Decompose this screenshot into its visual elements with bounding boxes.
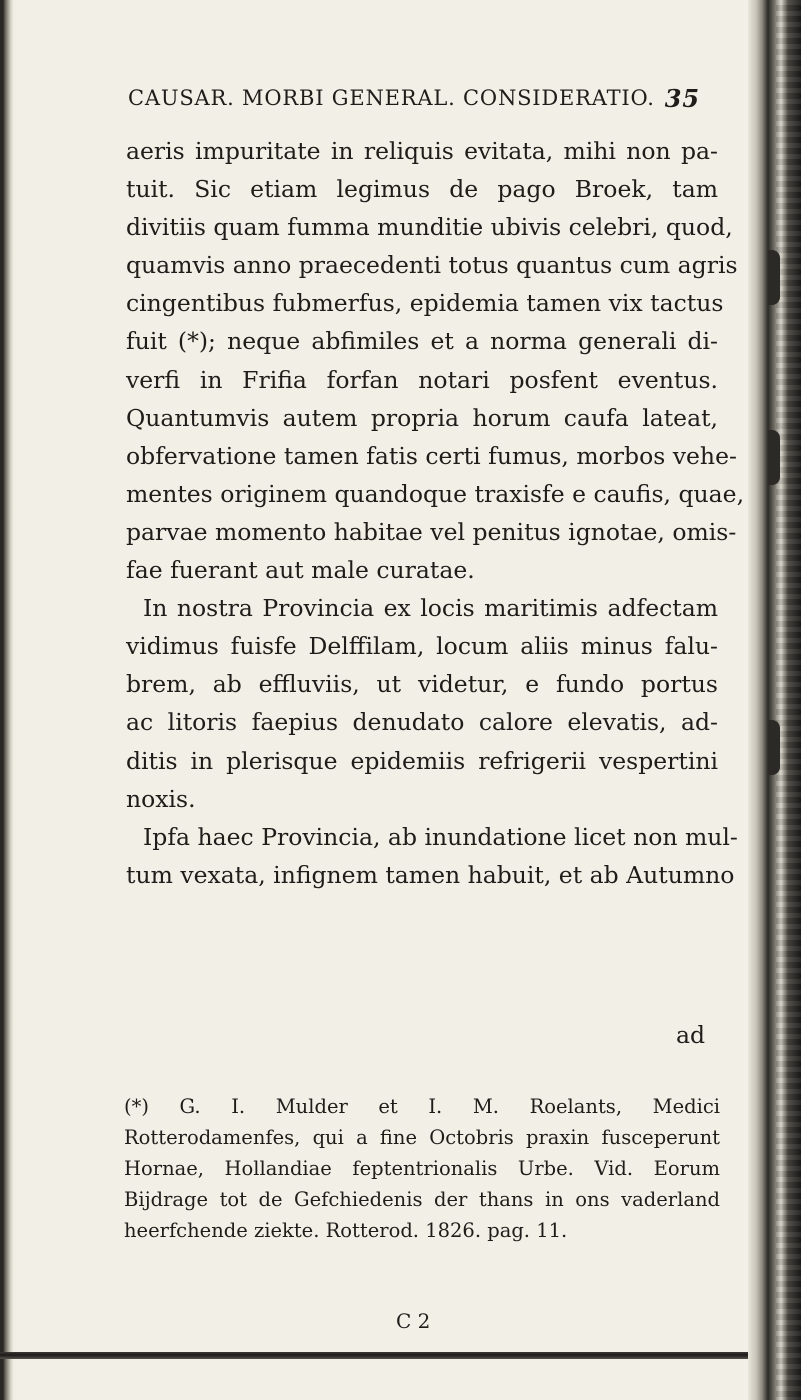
footnote	[124, 1091, 720, 1246]
text-line: fae fuerant aut male curatae.	[126, 556, 475, 585]
page-edge-mark	[768, 250, 780, 305]
text-line: Quantumvis autem propria horum caufa lateat,	[126, 403, 718, 432]
main-text	[126, 132, 745, 894]
page-edge-mark	[768, 430, 780, 485]
text-line: noxis.	[126, 784, 196, 813]
text-line: In nostra Provincia ex locis maritimis adfectam	[143, 594, 718, 623]
text-line: vidimus fuisfe Delffilam, locum aliis minus falu-	[126, 632, 718, 661]
footnote-line: heerfchende ziekte. Rotterod. 1826. pag. 11.	[124, 1219, 568, 1242]
page-number: 35	[664, 84, 700, 113]
text-line: obfervatione tamen fatis certi fumus, morbos vehe-	[126, 441, 737, 470]
signature-mark: C 2	[396, 1309, 431, 1333]
running-head	[128, 86, 718, 126]
running-head-title: CAUSAR. MORBI GENERAL. CONSIDERATIO.	[128, 86, 655, 110]
text-line: mentes originem quandoque traxisfe e caufis, quae,	[126, 479, 745, 508]
footnote-line: (*) G. I. Mulder et I. M. Roelants, Medici	[124, 1095, 720, 1118]
catchword: ad	[676, 1021, 706, 1049]
text-line: aeris impuritate in reliquis evitata, mihi non pa-	[126, 137, 718, 165]
text-line: Ipfa haec Provincia, ab inundatione licet non mul-	[143, 822, 738, 851]
text-line: verfi in Frifia forfan notari posfent eventus.	[126, 365, 718, 394]
bottom-shadow-rule	[0, 1352, 760, 1359]
footnote-line: Rotterodamenfes, qui a fine Octobris praxin fusceperunt	[124, 1126, 720, 1149]
text-line: cingentibus fubmerfus, epidemia tamen vix tactus	[126, 289, 724, 318]
page-edge-shade	[776, 0, 801, 1400]
page-edge-mark	[768, 720, 780, 775]
text-line: brem, ab effluviis, ut videtur, e fundo portus	[126, 670, 718, 699]
text-line: tuit. Sic etiam legimus de pago Broek, tam	[126, 175, 718, 204]
text-line: fuit (*); neque abfimiles et a norma generali di-	[126, 327, 718, 356]
text-line: quamvis anno praecedenti totus quantus cum agris	[126, 251, 738, 280]
text-line: ac litoris faepius denudato calore elevatis, ad-	[126, 708, 718, 737]
text-line: tum vexata, infignem tamen habuit, et ab Autumno	[126, 860, 735, 889]
text-line: ditis in plerisque epidemiis refrigerii vespertini	[126, 746, 718, 775]
footnote-line: Bijdrage tot de Gefchiedenis der thans in ons vaderland	[124, 1188, 720, 1211]
text-line: divitiis quam fumma munditie ubivis celebri, quod,	[126, 213, 733, 242]
text-line: parvae momento habitae vel penitus ignotae, omis-	[126, 517, 737, 546]
page-edge-right	[748, 0, 801, 1400]
footnote-line: Hornae, Hollandiae feptentrionalis Urbe. Vid. Eorum	[124, 1157, 720, 1180]
